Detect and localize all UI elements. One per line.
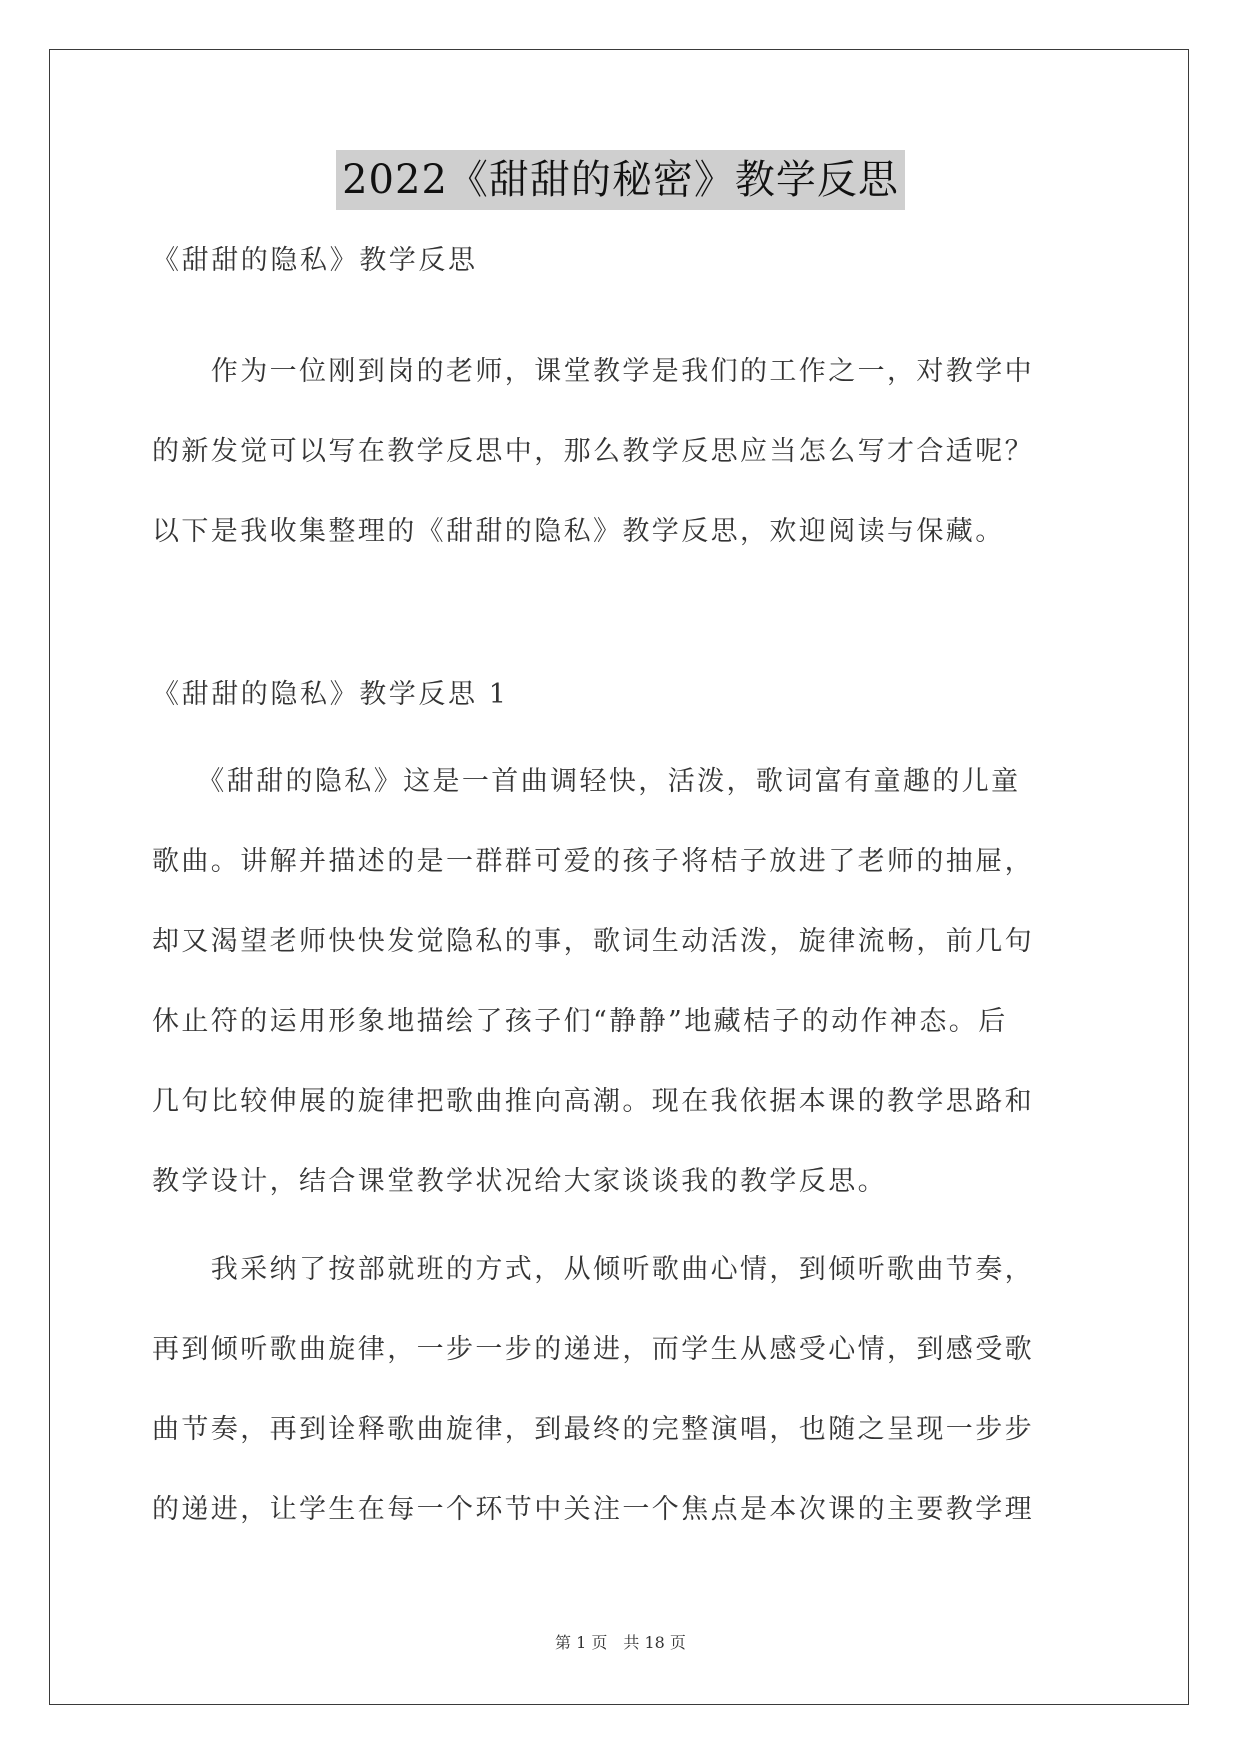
paragraph-line: 我采纳了按部就班的方式，从倾听歌曲心情，到倾听歌曲节奏， [152, 1254, 1034, 1285]
section1-paragraph-2 [152, 1230, 1092, 1550]
paragraph-line: 休止符的运用形象地描绘了孩子们“静静”地藏桔子的动作神态。后 [152, 1006, 1008, 1037]
paragraph-line: 曲节奏，再到诠释歌曲旋律，到最终的完整演唱，也随之呈现一步步 [152, 1414, 1034, 1445]
document-subtitle: 《甜甜的隐私》教学反思 [152, 245, 478, 276]
intro-line: 以下是我收集整理的《甜甜的隐私》教学反思，欢迎阅读与保藏。 [152, 516, 1005, 547]
document-title: 2022《甜甜的秘密》教学反思 [336, 150, 905, 210]
paragraph-line: 几句比较伸展的旋律把歌曲推向高潮。现在我依据本课的教学思路和 [152, 1086, 1034, 1117]
paragraph-line: 教学设计，结合课堂教学状况给大家谈谈我的教学反思。 [152, 1166, 887, 1197]
paragraph-line: 《甜甜的隐私》这是一首曲调轻快，活泼，歌词富有童趣的儿童 [152, 766, 1021, 797]
intro-line: 作为一位刚到岗的老师，课堂教学是我们的工作之一，对教学中 [152, 356, 1034, 387]
intro-line: 的新发觉可以写在教学反思中，那么教学反思应当怎么写才合适呢？ [152, 436, 1034, 467]
section1-paragraph-1 [152, 742, 1092, 1222]
paragraph-line: 却又渴望老师快快发觉隐私的事，歌词生动活泼，旋律流畅，前几句 [152, 926, 1034, 957]
paragraph-line: 再到倾听歌曲旋律，一步一步的递进，而学生从感受心情，到感受歌 [152, 1334, 1034, 1365]
paragraph-line: 歌曲。讲解并描述的是一群群可爱的孩子将桔子放进了老师的抽屉， [152, 846, 1034, 877]
section-heading: 《甜甜的隐私》教学反思 1 [152, 679, 509, 710]
intro-paragraph [152, 332, 1092, 572]
paragraph-line: 的递进，让学生在每一个环节中关注一个焦点是本次课的主要教学理 [152, 1494, 1034, 1525]
title-container [0, 150, 1241, 210]
page-footer: 第 1 页 共 18 页 [555, 1633, 686, 1652]
